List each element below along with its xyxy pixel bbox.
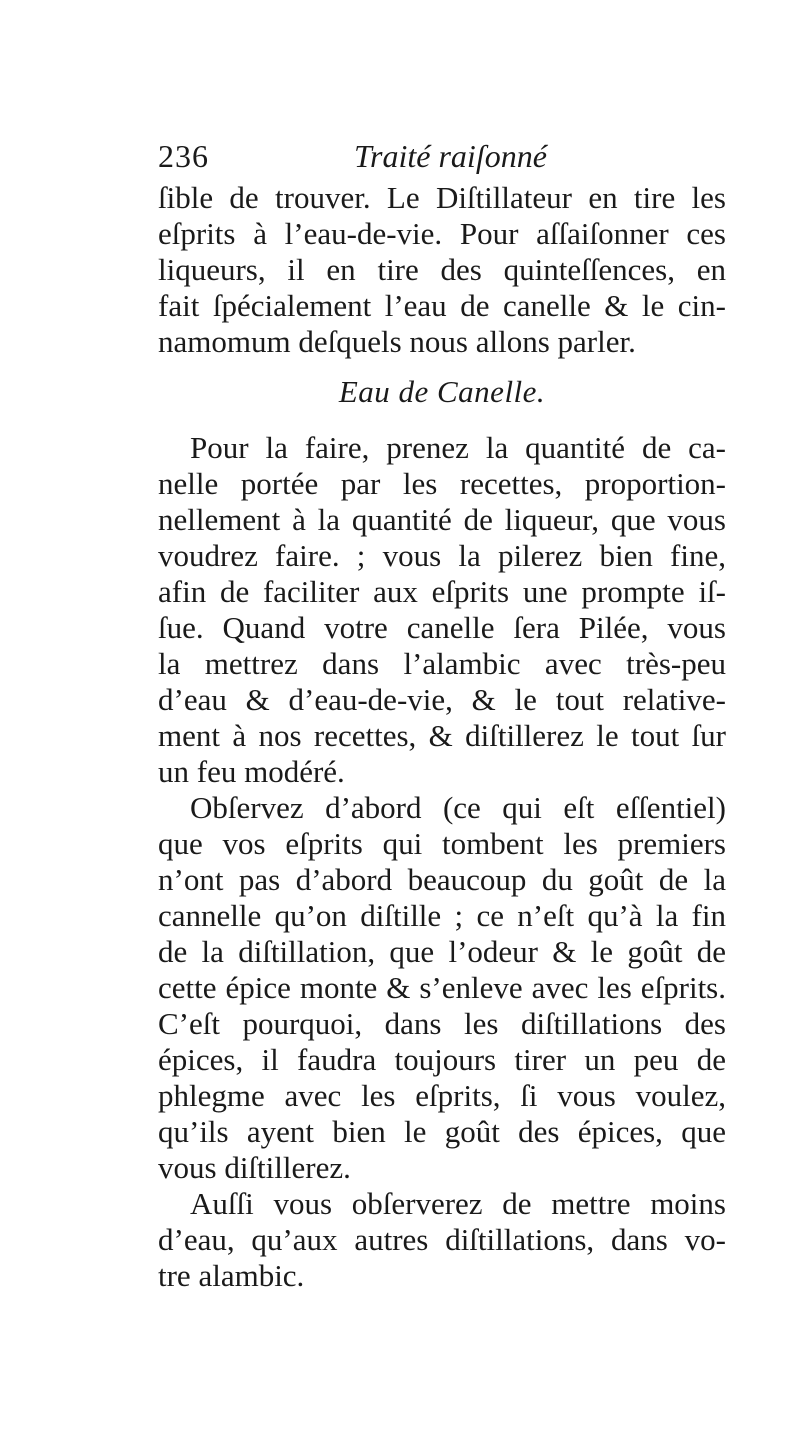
text-line: nellement à la quantité de liqueur, que vous <box>158 502 726 537</box>
text-line: de la diſtillation, que l’odeur & le goût de <box>158 934 726 969</box>
text-line: namomum deſquels nous allons parler. <box>158 324 636 359</box>
text-line: qu’ils ayent bien le goût des épices, que <box>158 1114 726 1149</box>
text-line: liqueurs, il en tire des quinteſſences, en <box>158 252 726 287</box>
text-line: d’eau & d’eau-de-vie, & le tout relative- <box>158 682 726 717</box>
text-line: cannelle qu’on diſtille ; ce n’eſt qu’à la fin <box>158 898 726 933</box>
page-number: 236 <box>158 138 209 174</box>
text-line: que vos eſprits qui tombent les premiers <box>158 826 726 861</box>
text-line: tre alambic. <box>158 1258 305 1293</box>
text-line: n’ont pas d’abord beaucoup du goût de la <box>158 862 726 897</box>
text-line: Pour la faire, prenez la quantité de ca- <box>190 430 726 465</box>
text-line: voudrez faire. ; vous la pilerez bien fine, <box>158 538 726 573</box>
text-line: d’eau, qu’aux autres diſtillations, dans vo- <box>158 1222 726 1257</box>
body-text <box>158 180 726 1294</box>
text-line: eſprits à l’eau-de-vie. Pour aſſaiſonner ces <box>158 216 726 251</box>
text-line: ment à nos recettes, & diſtillerez le tout ſur <box>158 718 726 753</box>
text-line: la mettrez dans l’alambic avec très-peu <box>158 646 726 681</box>
text-line: afin de faciliter aux eſprits une prompte iſ- <box>158 574 726 609</box>
paragraph-1 <box>158 430 726 790</box>
paragraph-2 <box>158 790 726 1186</box>
running-title: Traité raiſonné <box>354 138 547 174</box>
text-line: ſible de trouver. Le Diſtillateur en tire les <box>158 180 726 215</box>
text-line: épices, il faudra toujours tirer un peu de <box>158 1042 726 1077</box>
paragraph-3 <box>158 1186 726 1294</box>
text-line: phlegme avec les eſprits, ſi vous voulez, <box>158 1078 726 1113</box>
text-line: Auſſi vous obſerverez de mettre moins <box>190 1186 726 1221</box>
intro-paragraph <box>158 180 726 360</box>
text-line: Obſervez d’abord (ce qui eſt eſſentiel) <box>190 790 726 825</box>
text-line: nelle portée par les recettes, proportion- <box>158 466 726 501</box>
text-line: vous diſtillerez. <box>158 1150 351 1185</box>
text-line: C’eſt pourquoi, dans les diſtillations des <box>158 1006 726 1041</box>
text-line: cette épice monte & s’enleve avec les eſprits. <box>158 970 726 1005</box>
page-header <box>158 138 738 182</box>
section-title: Eau de Canelle. <box>338 374 546 409</box>
text-line: ſue. Quand votre canelle ſera Pilée, vous <box>158 610 726 645</box>
text-line: fait ſpécialement l’eau de canelle & le cin- <box>158 288 726 323</box>
text-line: un feu modéré. <box>158 754 345 789</box>
